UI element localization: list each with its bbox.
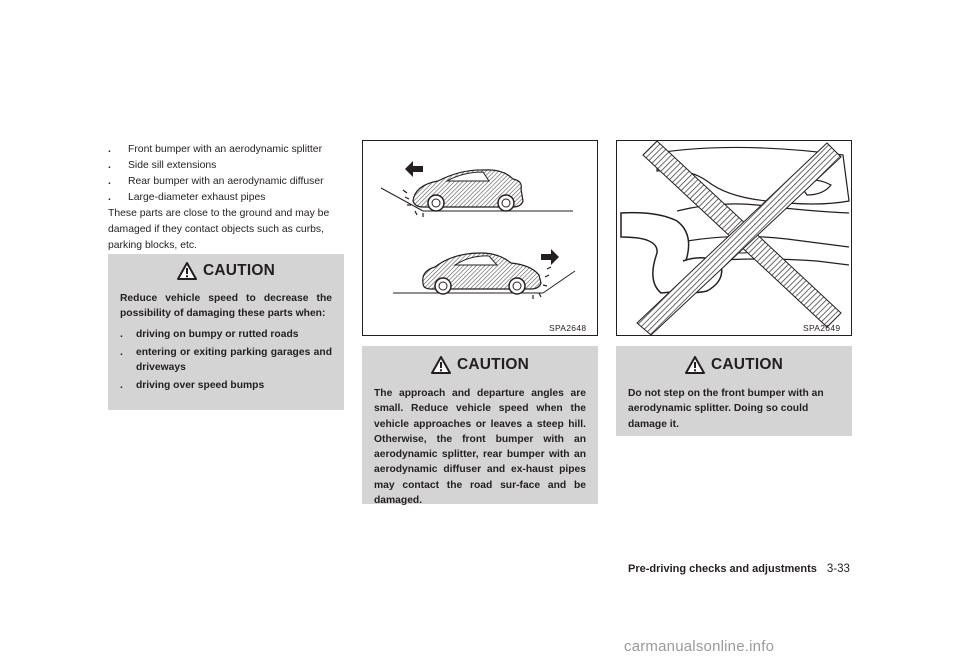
caution-body: Do not step on the front bumper with an aerodynamic splitter. Doing so could damage it. [628, 388, 824, 430]
caution-header [120, 262, 332, 280]
feature-bullet-list [108, 142, 346, 206]
caution-title: CAUTION [456, 356, 529, 373]
page-number: 3-33 [826, 563, 850, 575]
list-item: . Rear bumper with an aerodynamic diffuser [108, 176, 324, 187]
warning-triangle-icon [177, 262, 197, 280]
caution-header [628, 356, 840, 374]
car-angle-illustration [363, 141, 597, 335]
list-item: . Large-diameter exhaust pipes [108, 192, 266, 203]
caution-intro: Reduce vehicle speed to decrease the possibility of damaging these parts when: [120, 293, 332, 320]
figure-code: SPA2649 [803, 323, 841, 333]
warning-triangle-icon [431, 356, 451, 374]
page-footer [628, 563, 850, 575]
left-arrow-icon [405, 161, 423, 177]
list-item: . Front bumper with an aerodynamic splitter [108, 144, 323, 155]
list-item: . driving on bumpy or rutted roads [120, 328, 299, 340]
do-not-step-figure [616, 140, 852, 336]
list-item: . Side sill extensions [108, 160, 217, 171]
caution-title: CAUTION [202, 262, 275, 279]
figure-code: SPA2648 [549, 323, 587, 333]
caution-header [374, 356, 586, 374]
caution-box-right [616, 346, 852, 436]
caution-body: The approach and departure angles are small. Reduce vehicle speed when the vehicle approaches or leaves a steep hill. Otherwise, the front bumper with an aerodynamic splitter, rear bumper with an aerodynamic diffuser and ex-haust pipes may contact the road sur-face and be damaged. [374, 388, 586, 507]
right-arrow-icon [541, 249, 559, 265]
caution-title: CAUTION [710, 356, 783, 373]
caution-box-left [108, 254, 344, 410]
warning-triangle-icon [685, 356, 705, 374]
approach-departure-angle-figure [362, 140, 598, 336]
list-item: . driving over speed bumps [120, 380, 265, 392]
caution-body [120, 291, 332, 394]
body-paragraph: These parts are close to the ground and may be damaged if they contact objects such as curbs, parking blocks, etc. [108, 208, 330, 251]
caution-box-middle [362, 346, 598, 507]
section-title: Pre-driving checks and adjustments [628, 563, 817, 575]
watermark-link[interactable]: carmanualsonline.info [624, 638, 775, 655]
bumper-step-illustration [617, 141, 851, 335]
list-item: . entering or exiting parking garages and driveways [120, 346, 332, 374]
